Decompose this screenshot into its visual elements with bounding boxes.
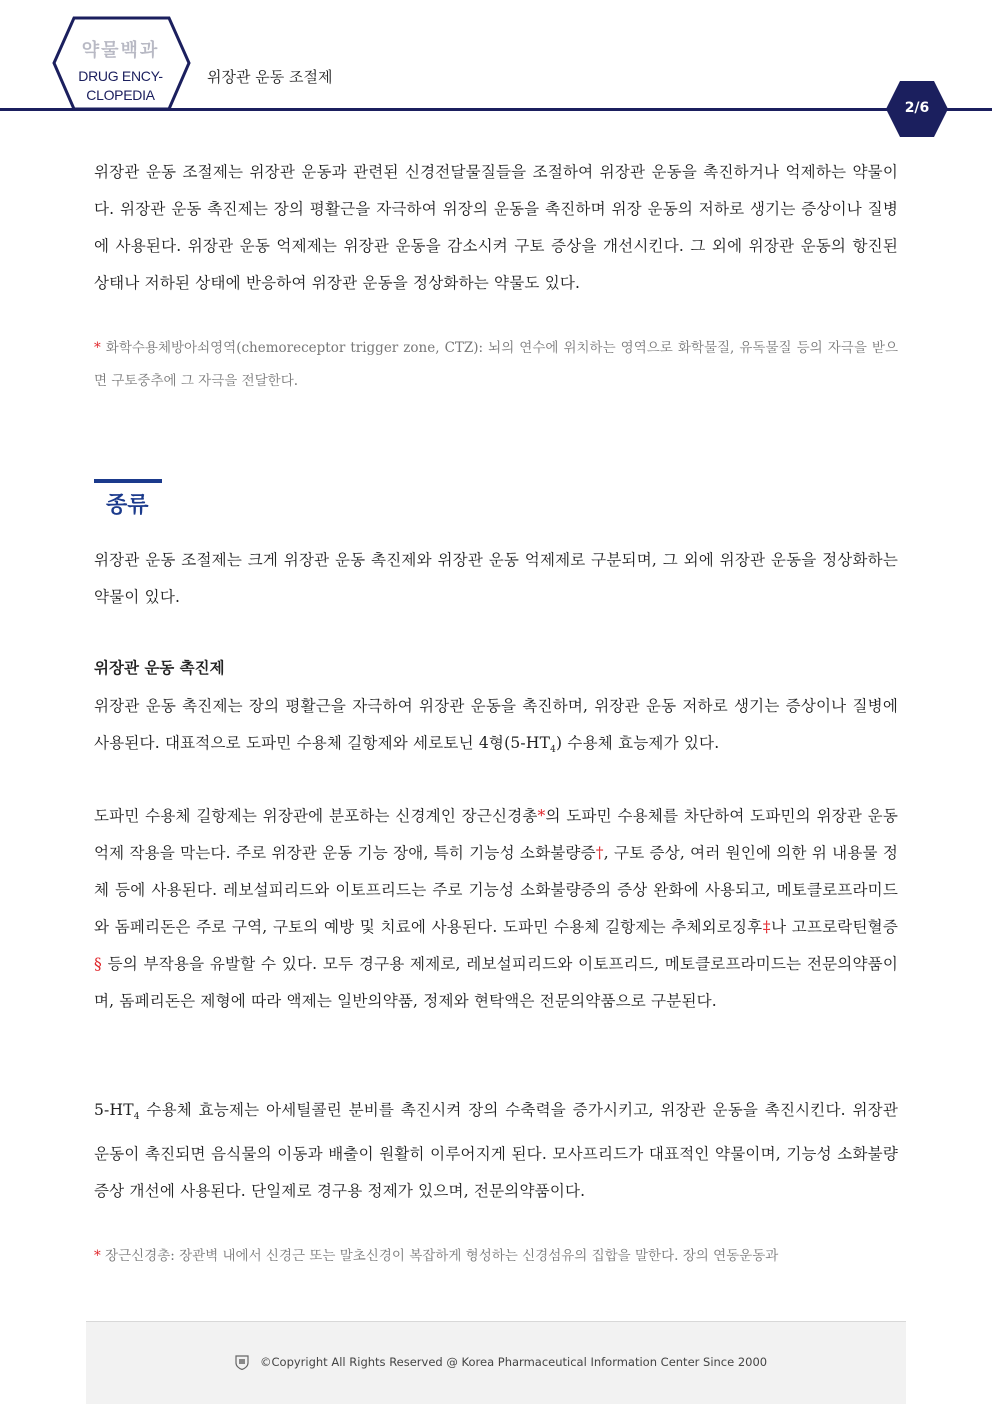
text-run: 나 고프로락틴혈증	[771, 918, 898, 936]
footnote-text: 장근신경총: 장관벽 내에서 신경근 또는 말초신경이 복잡하게 형성하는 신경섬유의 집합을 말한다. 장의 연동운동과	[100, 1248, 779, 1264]
text-run: 위장관 운동 촉진제는 장의 평활근을 자극하여 위장관 운동을 촉진하며, 위장관 운동 저하로 생기는 증상이나 질병에 사용된다. 대표적으로 도파민 수용체 길항제와 세로토닌 4형(5-HT	[94, 697, 898, 752]
text-run: 수용체 효능제는 아세틸콜린 분비를 촉진시켜 장의 수축력을 증가시키고, 위장관 운동을 촉진시킨다. 위장관 운동이 촉진되면 음식물의 이동과 배출이 원활히 이루어지게 된다. 모사프리드가 대표적인 약물이며, 기능성 소화불량 증상 개선에 사용된다. 단일제로 경구용 정제가 있으며, 전문의약품이다.	[94, 1101, 898, 1201]
page-number: 2/6	[904, 100, 930, 116]
subscript: 4	[550, 745, 557, 756]
text-run: 등의 부작용을 유발할 수 있다. 모두 경구용 제제로, 레보설피리드와 이토프리드, 메토클로프라미드는 전문의약품이며, 돔페리돈은 제형에 따라 액제는 일반의약품, 정제와 현탁액은 전문의약품으로 구분된다.	[94, 955, 898, 1010]
footnote-marker: §	[94, 955, 102, 973]
footnote-ctz	[94, 332, 898, 398]
logo-korean-text: 약물백과	[81, 40, 160, 61]
text-run: 5-HT	[94, 1101, 134, 1119]
document-title: 위장관 운동 조절제	[207, 68, 333, 86]
footnote-marker: †	[595, 844, 604, 862]
prokinetic-paragraph-1	[94, 688, 898, 769]
subsection-heading: 위장관 운동 촉진제	[94, 658, 225, 677]
section-intro-paragraph: 위장관 운동 조절제는 크게 위장관 운동 촉진제와 위장관 운동 억제제로 구분되며, 그 외에 위장관 운동을 정상화하는 약물이 있다.	[94, 551, 898, 606]
logo	[52, 16, 192, 110]
copyright-text: ©Copyright All Rights Reserved @ Korea Pharmaceutical Information Center Since 2000	[260, 1355, 768, 1369]
prokinetic-paragraph-2	[94, 798, 898, 1020]
footnote-text: 화학수용체방아쇠영역(chemoreceptor trigger zone, CTZ): 뇌의 연수에 위치하는 영역으로 화학물질, 유독물질 등의 자극을 받으면 구토중추에 그 자극을 전달한다.	[94, 340, 898, 389]
text-run: , 구토 증상, 여러 원인에 의한 위 내용물 정체 등에 사용된다. 레보설피리드와 이토프리드는 주로 기능성 소화불량증의 증상 완화에 사용되고, 메토클로프라미드와 돔페리돈은 주로 구역, 구토의 예방 및 치료에 사용된다. 도파민 수용체 길항제는 추체외로징후	[94, 844, 899, 936]
footnote-marker: *	[94, 340, 101, 356]
text-run: 의 도파민 수용체를 차단하여 도파민의 위장관 운동 억제 작용을 막는다. 주로 위장관 운동 기능 장애, 특히 기능성 소화불량증	[94, 807, 898, 862]
footnote-marker: *	[537, 807, 546, 825]
footnote-marker: *	[94, 1248, 101, 1264]
text-run: 도파민 수용체 길항제는 위장관에 분포하는 신경계인 장근신경총	[94, 807, 538, 825]
intro-paragraph: 위장관 운동 조절제는 위장관 운동과 관련된 신경전달물질들을 조절하여 위장관 운동을 촉진하거나 억제하는 약물이다. 위장관 운동 촉진제는 장의 평활근을 자극하여 위장의 운동을 촉진하며 위장 운동의 저하로 생기는 증상이나 질병에 사용된다. 위장관 운동 억제제는 위장관 운동을 감소시켜 구토 증상을 개선시킨다. 그 외에 위장관 운동의 항진된 상태나 저하된 상태에 반응하여 위장관 운동을 정상화하는 약물도 있다.	[94, 163, 898, 292]
page-number-badge	[885, 80, 949, 138]
section-title: 종류	[106, 493, 149, 518]
subscript: 4	[133, 1112, 140, 1123]
text-run: ) 수용체 효능제가 있다.	[556, 734, 720, 752]
logo-english-text: DRUG ENCY- CLOPEDIA	[78, 68, 163, 103]
prokinetic-paragraph-3	[94, 1092, 898, 1210]
kpic-emblem-icon	[234, 1354, 250, 1370]
footnote-myenteric-plexus	[94, 1240, 898, 1273]
section-accent-bar	[94, 479, 162, 483]
footer	[86, 1321, 906, 1404]
footnote-marker: ‡	[762, 918, 772, 936]
